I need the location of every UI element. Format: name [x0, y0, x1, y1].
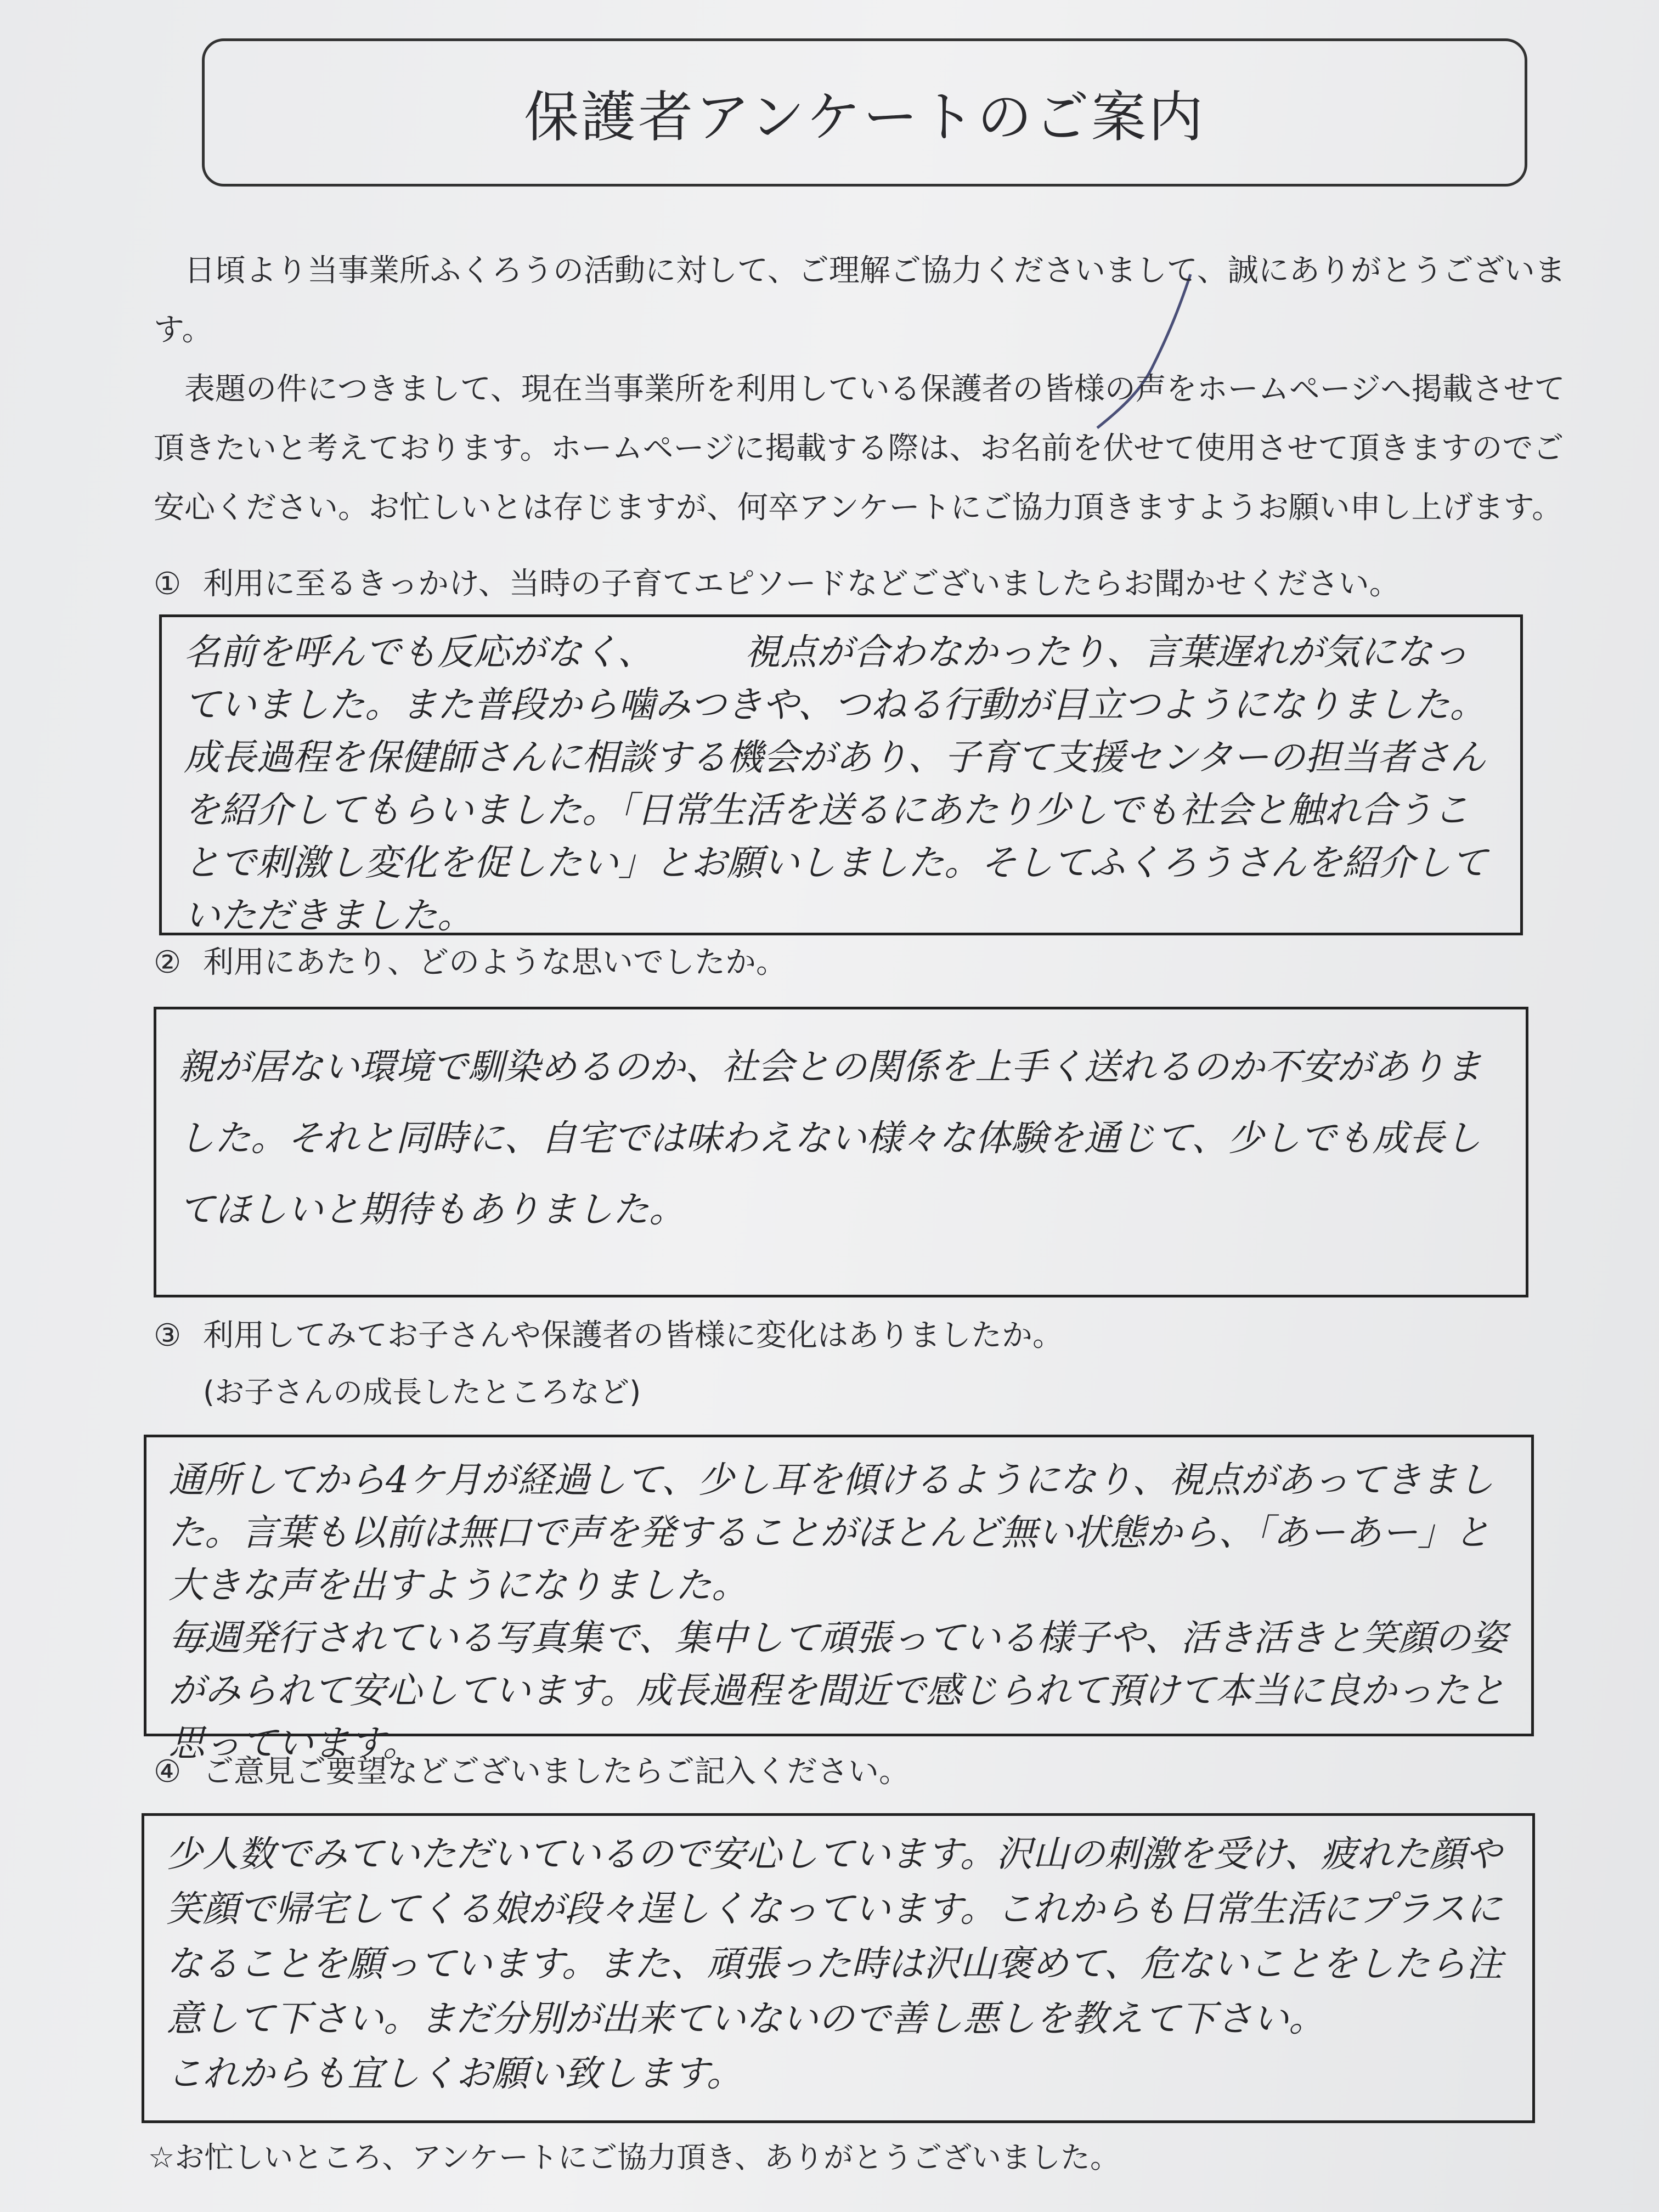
question-number: ② — [154, 945, 182, 980]
footer-thanks: ☆お忙しいところ、アンケートにご協力頂き、ありがとうございました。 — [148, 2140, 1120, 2175]
question-number: ③ — [154, 1318, 182, 1353]
question-text: 利用に至るきっかけ、当時の子育てエピソードなどございましたらお聞かせください。 — [203, 566, 1400, 602]
handwritten-answer: 少人数でみていただいているので安心しています。沢山の刺激を受け、疲れた顔や笑顔で帰宅してくる娘が段々逞しくなっています。これからも日常生活にプラスになることを願っています。また、頑張った時は沢山褒めて、危ないことをしたら注意して下さい。まだ分別が出来ていないので善し悪しを教えて下さい。 これからも宜しくお願い致します。 — [166, 1833, 1503, 2095]
question-text: 利用にあたり、どのような思いでしたか。 — [203, 945, 787, 980]
answer-box-4 — [142, 1813, 1535, 2123]
answer-box-3 — [144, 1435, 1534, 1764]
question-number: ④ — [154, 1754, 182, 1790]
answer-box-1 — [159, 614, 1523, 935]
page-title: 保護者アンケートのご案内 — [524, 85, 1205, 149]
intro-paragraph-2: 表題の件につきまして、現在当事業所を利用している保護者の皆様の声をホームページへ掲載させて頂きたいと考えております。ホームページに掲載する際は、お名前を伏せて使用させて頂きますのでご安心ください。お忙しいとは存じますが、何卒アンケートにご協力頂きますようお願い申し上げます。 — [154, 371, 1565, 526]
answer-box-2 — [154, 1007, 1528, 1297]
question-text: 利用してみてお子さんや保護者の皆様に変化はありましたか。 — [203, 1318, 1063, 1353]
question-3-note: (お子さんの成長したところなど) — [203, 1375, 641, 1409]
title-box — [202, 38, 1527, 187]
question-1 — [154, 565, 1400, 603]
question-3 — [154, 1317, 1063, 1355]
handwritten-answer: 通所してから4ケ月が経過して、少し耳を傾けるようになり、視点があってきました。言葉も以前は無口で声を発することがほとんど無い状態から、「あーあー」と大きな声を出すようになりました。 毎週発行されている写真集で、集中して頑張っている様子や、活き活きと笑顔の姿がみられて安心しています。成長過程を間近で感じられて預けて本当に良かったと思っています。 — [168, 1459, 1507, 1764]
question-2 — [154, 944, 787, 982]
question-number: ① — [154, 566, 182, 602]
handwritten-answer: 名前を呼んでも反応がなく、 視点が合わなかったり、言葉遅れが気になっていました。また普段から噛みつきや、つねる行動が目立つようになりました。 成長過程を保健師さんに相談する機会があり、子育て支援センターの担当者さんを紹介してもらいました。「日常生活を送るにあたり少しでも社会と触れ合うことで刺激し変化を促したい」とお願いしました。そしてふくろうさんを紹介していただきました。 — [184, 631, 1487, 936]
intro-paragraph-1: 日頃より当事業所ふくろうの活動に対して、ご理解ご協力くださいまして、誠にありがとうございます。 — [154, 253, 1566, 348]
question-text: ご意見ご要望などございましたらご記入ください。 — [203, 1754, 910, 1790]
intro-text — [154, 241, 1591, 538]
question-4 — [154, 1753, 910, 1791]
handwritten-answer: 親が居ない環境で馴染めるのか、社会との関係を上手く送れるのか不安がありました。それと同時に、自宅では味わえない様々な体験を通じて、少しでも成長してほしいと期待もありました。 — [178, 1046, 1482, 1231]
